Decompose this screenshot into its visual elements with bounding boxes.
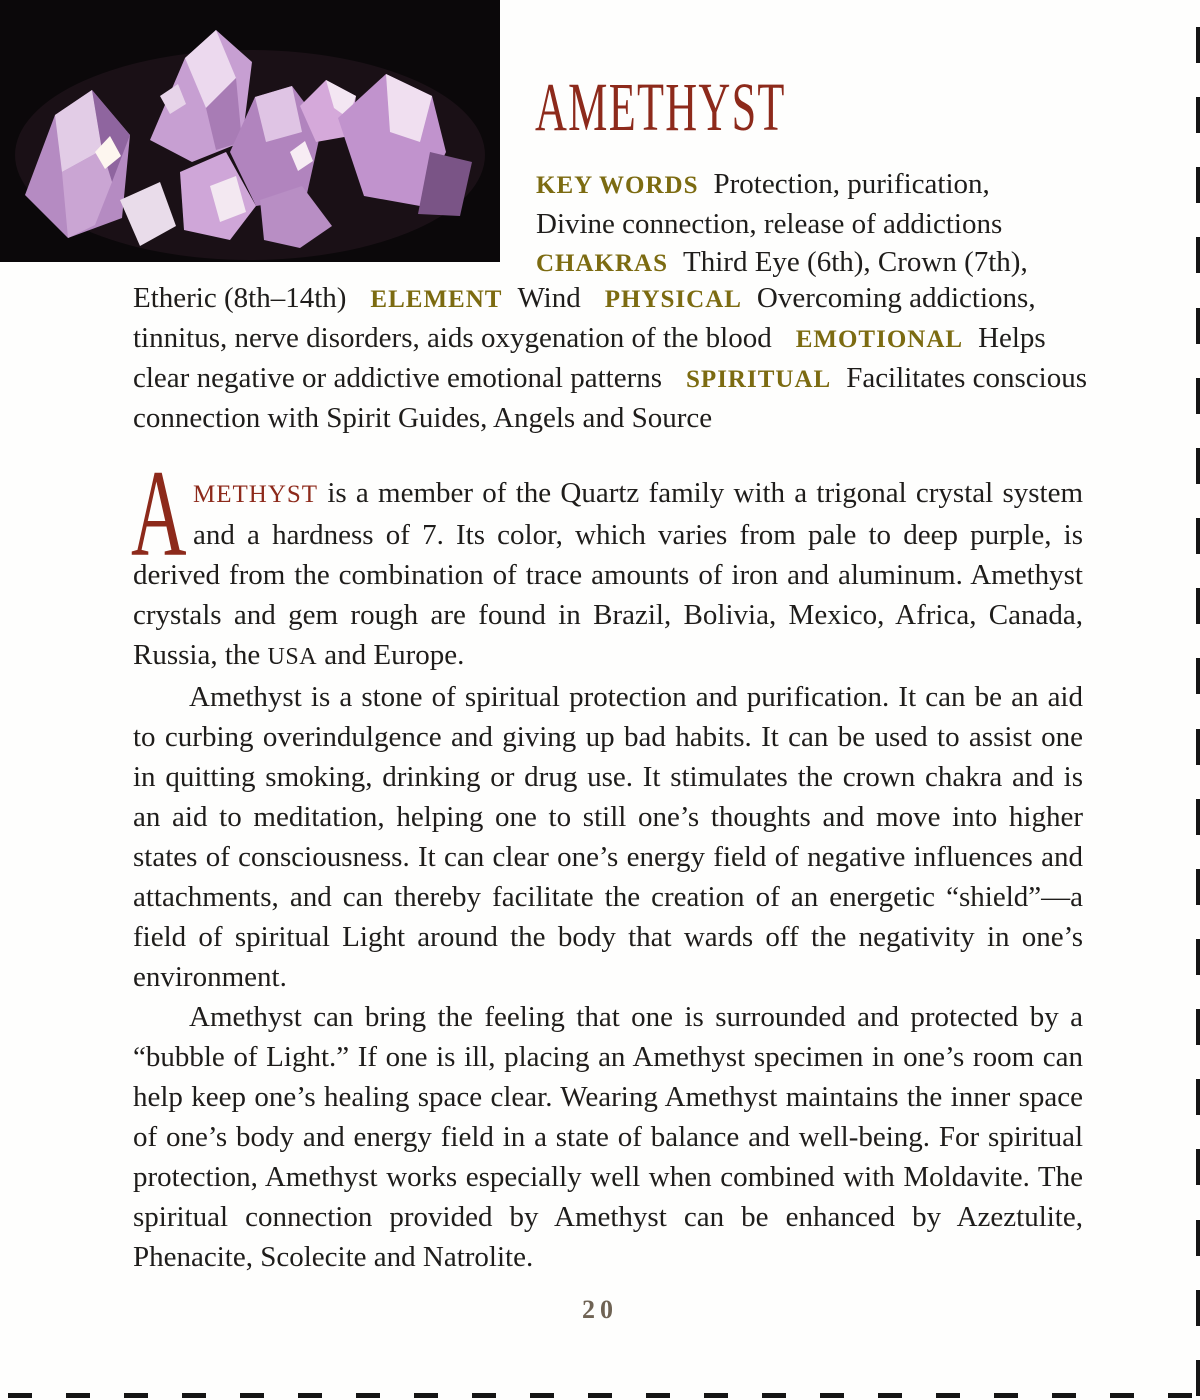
body-text-run: Amethyst is a stone of spiritual protection and purification. It can be an aid to curbing overindulgence and giving up bad habits. It can be used to assist one in quitting smoking, drinking or drug use. It stimulates the crown chakra and is an aid to meditation, helping one to still one’s thoughts and move into higher states of consciousness. It can clear one’s energy field of negative influences and attachments, and can thereby facilitate the creation of an energetic “shield”—a field of spiritual Light around the body that wards off the negativity in one’s environment. xyxy=(133,681,1083,993)
page-edge-mark-right xyxy=(1196,308,1200,344)
keyword-text: Helps xyxy=(978,322,1046,354)
keyword-text: Facilitates conscious xyxy=(846,362,1087,394)
keyword-text: Third Eye (6th), Crown (7th), xyxy=(683,246,1028,278)
keyword-text: Wind xyxy=(517,282,581,314)
page-edge-mark-right xyxy=(1196,378,1200,414)
page-edge-mark-right xyxy=(1196,1290,1200,1326)
page-edge-mark-bottom xyxy=(8,1393,32,1398)
body-text-run: and Europe. xyxy=(317,639,465,671)
page-edge-mark-right xyxy=(1196,1149,1200,1185)
page-edge-mark-bottom xyxy=(704,1393,728,1398)
body-paragraph xyxy=(133,997,1083,1277)
page-edge-mark-right xyxy=(1196,1360,1200,1396)
page-edge-mark-right xyxy=(1196,167,1200,203)
page-edge-mark-right xyxy=(1196,518,1200,554)
page-edge-mark-bottom xyxy=(1110,1393,1134,1398)
keyword-text: clear negative or addictive emotional patterns xyxy=(133,362,663,394)
keywords-line xyxy=(536,205,1156,243)
article-body xyxy=(133,473,1083,1277)
keywords-line xyxy=(133,279,1143,319)
page-edge-mark-right xyxy=(1196,237,1200,273)
page-edge-mark-bottom xyxy=(762,1393,786,1398)
page-edge-mark-bottom xyxy=(646,1393,670,1398)
keyword-text: connection with Spirit Guides, Angels and Source xyxy=(133,402,713,434)
page-edge-mark-right xyxy=(1196,1009,1200,1045)
page-edge-mark-bottom xyxy=(936,1393,960,1398)
keywords-line xyxy=(536,243,1156,283)
page-edge-mark-bottom xyxy=(356,1393,380,1398)
page-edge-mark-right xyxy=(1196,869,1200,905)
page-edge-mark-right xyxy=(1196,1079,1200,1115)
amethyst-crystals-illustration xyxy=(0,0,500,262)
page-edge-mark-bottom xyxy=(124,1393,148,1398)
page-edge-mark-bottom xyxy=(66,1393,90,1398)
keywords-line xyxy=(133,319,1143,359)
page-edge-mark-bottom xyxy=(588,1393,612,1398)
lead-smallcaps: METHYST xyxy=(193,481,319,508)
page-edge-mark-bottom xyxy=(240,1393,264,1398)
dropcap-spacer xyxy=(133,473,193,553)
page-edge-mark-right xyxy=(1196,97,1200,133)
keyword-label: CHAKRAS xyxy=(536,250,669,277)
keyword-label: SPIRITUAL xyxy=(686,366,832,393)
page-edge-mark-right xyxy=(1196,588,1200,624)
keyword-text: tinnitus, nerve disorders, aids oxygenation of the blood xyxy=(133,322,772,354)
keyword-label: KEY WORDS xyxy=(536,172,699,199)
body-paragraph xyxy=(133,677,1083,997)
page-edge-mark-right xyxy=(1196,729,1200,765)
body-paragraph xyxy=(133,473,1083,677)
page-edge-mark-right xyxy=(1196,799,1200,835)
page-number: 20 xyxy=(582,1295,618,1324)
page-edge-mark-bottom xyxy=(530,1393,554,1398)
page-edge-mark-bottom xyxy=(1168,1393,1192,1398)
body-text-run: Amethyst can bring the feeling that one is surrounded and protected by a “bubble of Light.” If one is ill, placing an Amethyst specimen in one’s room can help keep one’s healing space clear. Wearing Amethyst maintains the inner space of one’s body and energy field in a state of balance and well-being. For spiritual protection, Amethyst works especially well when combined with Moldavite. The spiritual connection provided by Amethyst can be enhanced by Azeztulite, Phenacite, Scolecite and Natrolite. xyxy=(133,1001,1083,1273)
keywords-line xyxy=(133,359,1143,399)
keyword-label: PHYSICAL xyxy=(604,286,742,313)
keywords-block-full xyxy=(133,279,1143,437)
body-text-run: is a member of the Quartz family with a trigonal crystal system and a hardness of 7. Its color, which varies from pale to deep purple, is derived from the combination of trace amounts of iron and aluminum. Amethyst crystals and gem rough are found in Brazil, Bolivia, Mexico, Africa, Canada, Russia, the xyxy=(133,477,1083,671)
page-edge-mark-right xyxy=(1196,939,1200,975)
keywords-line xyxy=(133,399,1143,437)
page-title: AMETHYST xyxy=(535,69,786,145)
smallcaps-acronym: USA xyxy=(267,644,318,670)
page-edge-mark-bottom xyxy=(414,1393,438,1398)
page-edge-mark-right xyxy=(1196,1220,1200,1256)
page-edge-mark-right xyxy=(1196,27,1200,63)
amethyst-photo xyxy=(0,0,500,262)
page-edge-mark-right xyxy=(1196,448,1200,484)
keyword-text: Protection, purification, xyxy=(713,168,990,200)
keywords-line xyxy=(536,165,1156,205)
page-edge-mark-bottom xyxy=(878,1393,902,1398)
page-edge-mark-bottom xyxy=(472,1393,496,1398)
keyword-label: ELEMENT xyxy=(370,286,503,313)
page-edge-mark-bottom xyxy=(820,1393,844,1398)
page-edge-mark-bottom xyxy=(298,1393,322,1398)
page-edge-mark-bottom xyxy=(1052,1393,1076,1398)
keyword-label: EMOTIONAL xyxy=(795,326,964,353)
page-edge-mark-right xyxy=(1196,658,1200,694)
page-edge-mark-bottom xyxy=(994,1393,1018,1398)
keywords-block-right xyxy=(536,165,1156,283)
keyword-text: Overcoming addictions, xyxy=(756,282,1036,314)
dropcap-letter: A xyxy=(131,445,187,582)
page-edge-mark-bottom xyxy=(182,1393,206,1398)
keyword-text: Divine connection, release of addictions xyxy=(536,208,1003,240)
keyword-text: Etheric (8th–14th) xyxy=(133,282,347,314)
